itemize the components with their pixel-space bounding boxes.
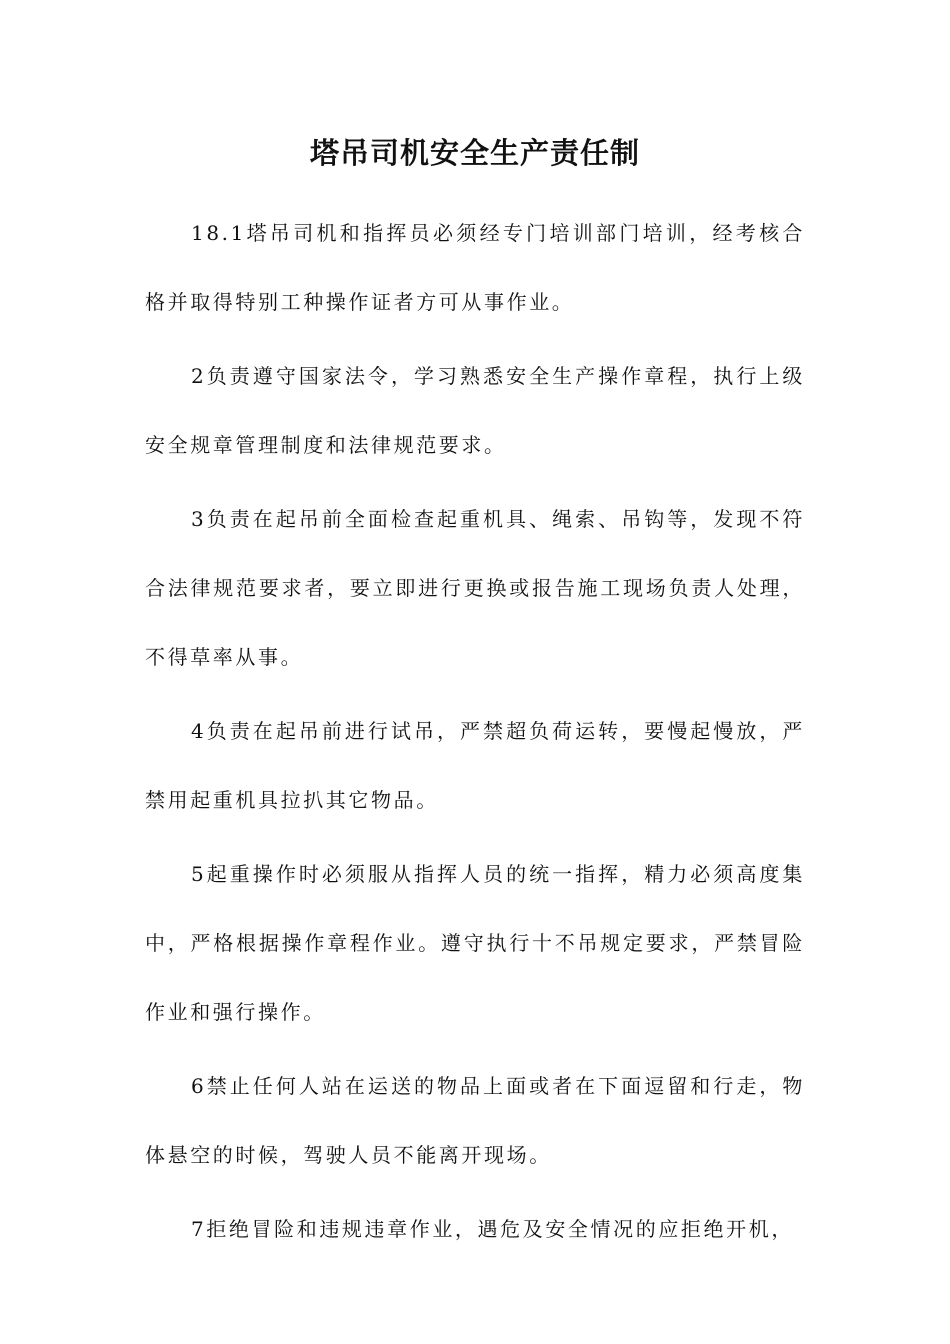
paragraph-6: 6禁止任何人站在运送的物品上面或者在下面逗留和行走，物体悬空的时候，驾驶人员不能离开现场。	[145, 1074, 805, 1167]
paragraph-7: 7拒绝冒险和违规违章作业，遇危及安全情况的应拒绝开机，	[191, 1217, 794, 1241]
paragraph-5: 5起重操作时必须服从指挥人员的统一指挥，精力必须高度集中，严格根据操作章程作业。遵守执行十不吊规定要求，严禁冒险作业和强行操作。	[145, 862, 805, 1024]
paragraph-4: 4负责在起吊前进行试吊，严禁超负荷运转，要慢起慢放，严禁用起重机具拉扒其它物品。	[145, 719, 805, 812]
document-body	[145, 199, 805, 1269]
paragraph-3: 3负责在起吊前全面检查起重机具、绳索、吊钩等，发现不符合法律规范要求者，要立即进行更换或报告施工现场负责人处理，不得草率从事。	[145, 507, 805, 669]
document-title: 塔吊司机安全生产责任制	[309, 136, 640, 170]
paragraph-2: 2负责遵守国家法令，学习熟悉安全生产操作章程，执行上级安全规章管理制度和法律规范要求。	[145, 364, 805, 457]
paragraph-1: 18.1塔吊司机和指挥员必须经专门培训部门培训，经考核合格并取得特别工种操作证者方可从事作业。	[145, 221, 805, 314]
